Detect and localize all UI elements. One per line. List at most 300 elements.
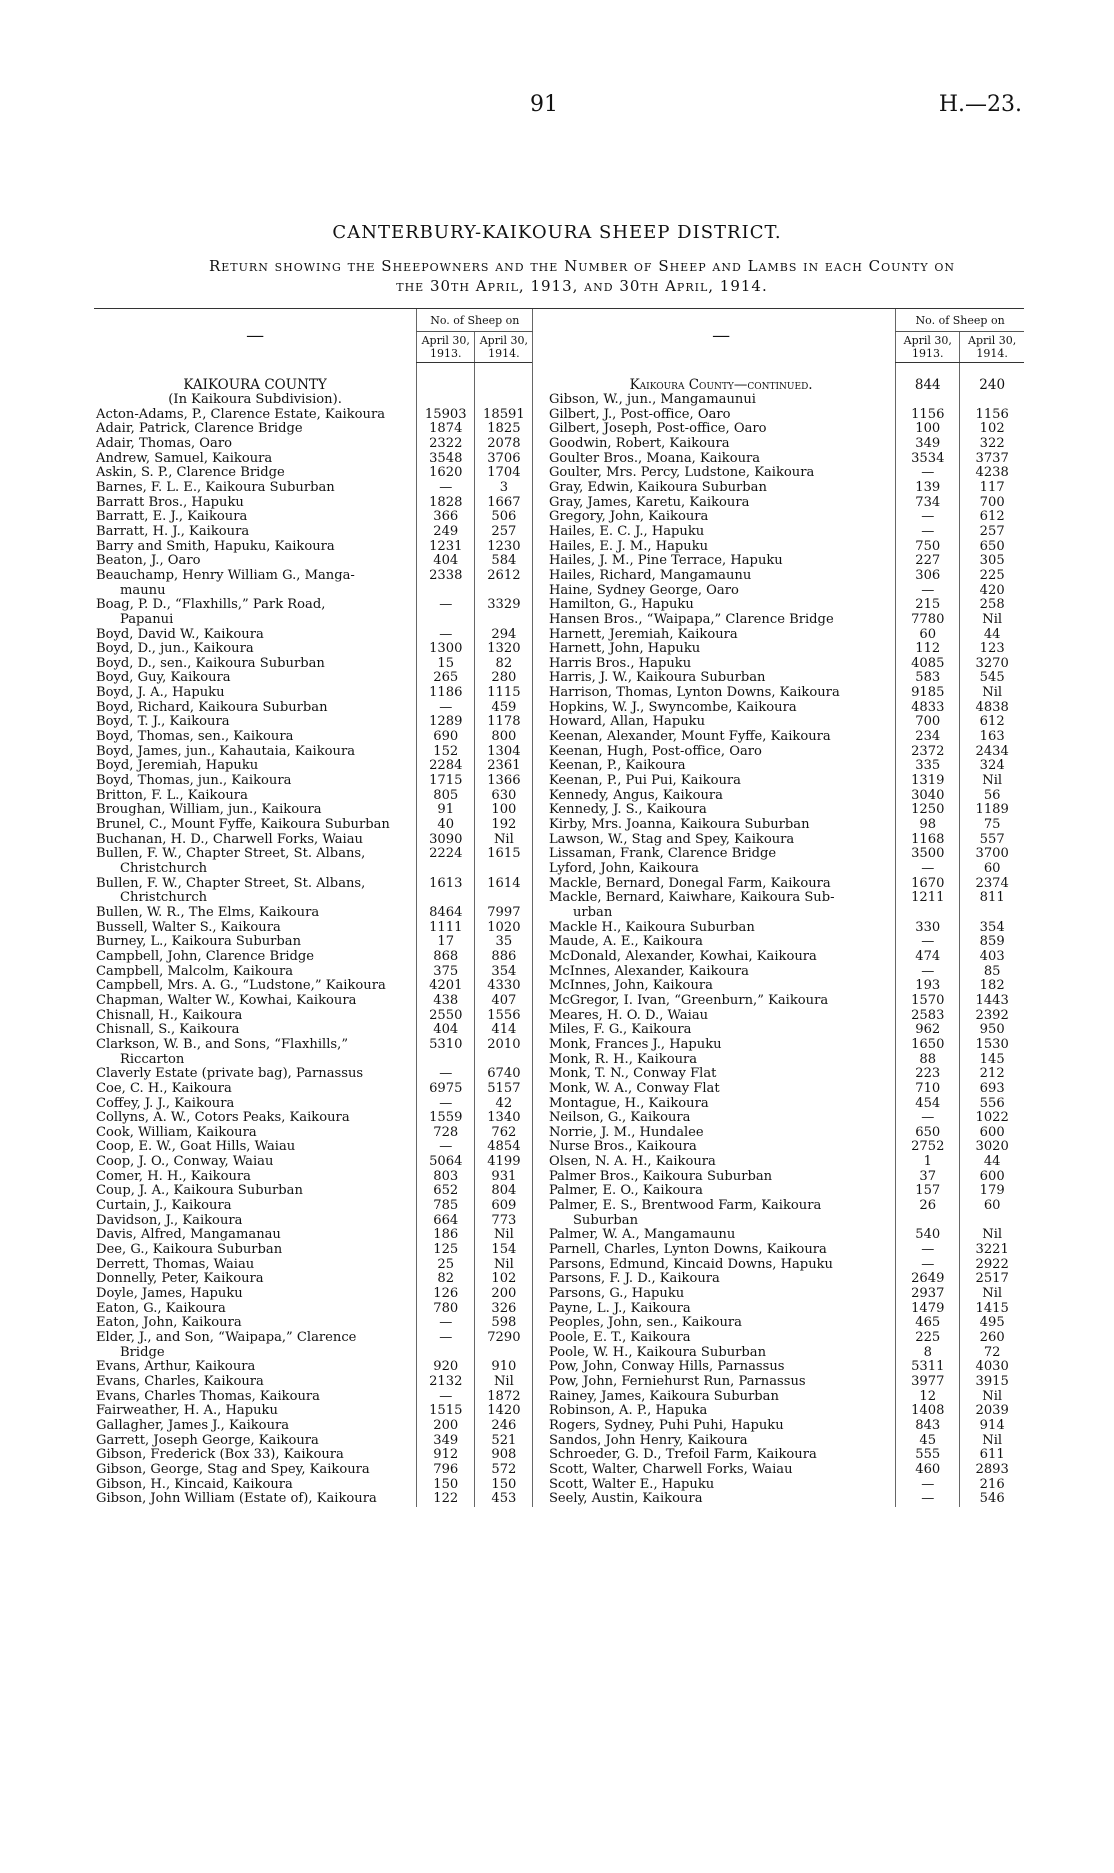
- row-1914-value: 1178: [475, 715, 533, 730]
- row-owner-name: Derrett, Thomas, Waiau: [96, 1257, 255, 1272]
- row-1913-value: —: [417, 481, 475, 496]
- row-owner-name: Papanui: [120, 612, 174, 627]
- row-owner-name: Montague, H., Kaikoura: [548, 1096, 709, 1111]
- sheep-return-table: [94, 308, 1024, 1507]
- row-1914-value: [960, 393, 1024, 408]
- row-owner-name: Davidson, J., Kaikoura: [96, 1213, 243, 1228]
- row-owner-name: Miles, F. G., Kaikoura: [548, 1023, 692, 1038]
- row-owner-name: Boyd, Thomas, sen., Kaikoura: [96, 730, 294, 745]
- row-1913-value: 710: [896, 1082, 960, 1097]
- row-1914-value: 4199: [475, 1155, 533, 1170]
- row-1914-value: 3700: [960, 847, 1024, 862]
- column-divider: [533, 774, 547, 789]
- row-1913-value: 803: [417, 1170, 475, 1185]
- row-1913-value: 1168: [896, 833, 960, 848]
- table-row: [94, 1375, 1024, 1390]
- row-1914-value: 556: [960, 1097, 1024, 1112]
- row-1913-value: 9185: [896, 686, 960, 701]
- row-1914-value: [960, 1214, 1024, 1229]
- table-row: [94, 1067, 1024, 1082]
- row-owner-name: Clarkson, W. B., and Sons, “Flaxhills,”: [96, 1037, 349, 1052]
- row-1914-value: [475, 393, 533, 408]
- row-1913-value: 1570: [896, 994, 960, 1009]
- row-1913-value: 126: [417, 1287, 475, 1302]
- table-row: [94, 1331, 1024, 1346]
- row-1913-value: 40: [417, 818, 475, 833]
- table-row: [94, 759, 1024, 774]
- row-1914-value: 584: [475, 554, 533, 569]
- row-1914-value: 123: [960, 642, 1024, 657]
- row-owner-name: Harris Bros., Hapuku: [548, 656, 692, 671]
- row-1914-value: [475, 1053, 533, 1068]
- row-1914-value: 403: [960, 950, 1024, 965]
- row-owner-name: Garrett, Joseph George, Kaikoura: [96, 1433, 319, 1448]
- row-1914-value: Nil: [960, 686, 1024, 701]
- row-owner-name: Harnett, Jeremiah, Kaikoura: [548, 627, 738, 642]
- table-row: [94, 1082, 1024, 1097]
- row-1913-value: 5310: [417, 1038, 475, 1053]
- col-1914-header-right: April 30, 1914.: [960, 332, 1024, 363]
- col-1913-header-left: April 30, 1913.: [417, 332, 475, 363]
- row-1914-value: 246: [475, 1419, 533, 1434]
- row-1913-value: 193: [896, 979, 960, 994]
- table-row: [94, 745, 1024, 760]
- row-owner-name: Monk, R. H., Kaikoura: [548, 1052, 698, 1067]
- table-row: [94, 1258, 1024, 1273]
- row-owner-name: Boyd, D., jun., Kaikoura: [96, 642, 254, 657]
- row-owner-name: Coup, J. A., Kaikoura Suburban: [96, 1184, 303, 1199]
- row-1913-value: 17: [417, 935, 475, 950]
- row-1913-value: 330: [896, 921, 960, 936]
- row-1914-value: 612: [960, 510, 1024, 525]
- row-1914-value: 1189: [960, 803, 1024, 818]
- row-1913-value: 912: [417, 1448, 475, 1463]
- row-owner-name: Chisnall, S., Kaikoura: [96, 1023, 240, 1038]
- row-owner-name: Keenan, Alexander, Mount Fyffe, Kaikoura: [548, 730, 831, 745]
- table-row: [94, 701, 1024, 716]
- row-1913-value: 25: [417, 1258, 475, 1273]
- row-owner-name: Parsons, Edmund, Kincaid Downs, Hapuku: [548, 1257, 833, 1272]
- row-owner-name: Palmer, W. A., Mangamaunu: [548, 1228, 736, 1243]
- row-1914-value: 546: [960, 1492, 1024, 1507]
- table-row: [94, 466, 1024, 481]
- column-divider: [533, 1360, 547, 1375]
- row-owner-name: Andrew, Samuel, Kaikoura: [96, 451, 273, 466]
- row-owner-name: Bridge: [120, 1345, 165, 1360]
- row-owner-name: Adair, Patrick, Clarence Bridge: [96, 422, 303, 437]
- row-1914-value: Nil: [960, 1434, 1024, 1449]
- row-1913-value: 438: [417, 994, 475, 1009]
- column-divider: [533, 1463, 547, 1478]
- row-1914-value: 326: [475, 1302, 533, 1317]
- row-owner-name: Coffey, J. J., Kaikoura: [96, 1096, 235, 1111]
- row-1914-value: [475, 1346, 533, 1361]
- row-owner-name: Palmer Bros., Kaikoura Suburban: [548, 1169, 773, 1184]
- row-owner-name: Collyns, A. W., Cotors Peaks, Kaikoura: [96, 1111, 350, 1126]
- row-1913-value: 265: [417, 671, 475, 686]
- row-owner-name: Campbell, Mrs. A. G., “Ludstone,” Kaikoura: [96, 979, 386, 994]
- row-owner-name: Coop, E. W., Goat Hills, Waiau: [96, 1140, 296, 1155]
- row-1913-value: 1559: [417, 1111, 475, 1126]
- row-owner-name: Palmer, E. O., Kaikoura: [548, 1184, 703, 1199]
- column-divider: [533, 1126, 547, 1141]
- table-row: [94, 569, 1024, 584]
- table-row: [94, 1287, 1024, 1302]
- row-1913-value: 227: [896, 554, 960, 569]
- row-1914-value: 322: [960, 437, 1024, 452]
- row-1913-value: 4085: [896, 657, 960, 672]
- row-1914-value: 1022: [960, 1111, 1024, 1126]
- row-owner-name: Haine, Sydney George, Oaro: [548, 583, 739, 598]
- column-divider: [533, 1199, 547, 1214]
- row-1914-value: 212: [960, 1067, 1024, 1082]
- column-divider: [533, 1023, 547, 1038]
- row-1914-value: 2922: [960, 1258, 1024, 1273]
- table-row: [94, 481, 1024, 496]
- row-1913-value: 349: [896, 437, 960, 452]
- row-owner-name: Campbell, John, Clarence Bridge: [96, 949, 315, 964]
- row-1913-value: 5311: [896, 1360, 960, 1375]
- column-divider: [533, 1038, 547, 1053]
- row-1913-value: —: [417, 598, 475, 613]
- row-owner-name: Gray, James, Karetu, Kaikoura: [548, 495, 750, 510]
- sheep-count-group-header-right: No. of Sheep on: [896, 309, 1024, 332]
- column-divider: [533, 715, 547, 730]
- column-divider: [533, 309, 547, 363]
- row-owner-name: Keenan, P., Pui Pui, Kaikoura: [548, 774, 741, 789]
- row-1914-value: 1667: [475, 496, 533, 511]
- row-owner-name: Lyford, John, Kaikoura: [548, 862, 699, 876]
- table-row: [94, 422, 1024, 437]
- row-1914-value: 260: [960, 1331, 1024, 1346]
- row-1913-value: 1715: [417, 774, 475, 789]
- row-1914-value: 354: [960, 921, 1024, 936]
- row-1913-value: 690: [417, 730, 475, 745]
- column-divider: [533, 1097, 547, 1112]
- column-divider: [533, 628, 547, 643]
- row-owner-name: Bussell, Walter S., Kaikoura: [96, 920, 281, 935]
- row-owner-name: Harris, J. W., Kaikoura Suburban: [548, 671, 766, 686]
- row-owner-name: Coe, C. H., Kaikoura: [96, 1081, 232, 1096]
- row-1914-value: 3221: [960, 1243, 1024, 1258]
- row-1913-value: 1613: [417, 877, 475, 892]
- row-owner-name: Rainey, James, Kaikoura Suburban: [548, 1389, 779, 1404]
- row-owner-name: Neilson, G., Kaikoura: [548, 1111, 691, 1126]
- table-row: [94, 452, 1024, 467]
- row-1913-value: 215: [896, 598, 960, 613]
- row-1913-value: —: [896, 525, 960, 540]
- row-1913-value: 700: [896, 715, 960, 730]
- row-1914-value: 154: [475, 1243, 533, 1258]
- row-1913-value: [417, 584, 475, 599]
- row-1914-value: Nil: [960, 613, 1024, 628]
- row-1913-value: 1408: [896, 1404, 960, 1419]
- table-row: [94, 1023, 1024, 1038]
- row-1913-value: 2583: [896, 1009, 960, 1024]
- row-owner-name: Gilbert, J., Post-office, Oaro: [548, 407, 731, 422]
- row-owner-name: Burney, L., Kaikoura Suburban: [96, 935, 302, 950]
- section-heading-right-text: Kaikoura County—continued.: [629, 377, 813, 393]
- row-owner-name: Bullen, F. W., Chapter Street, St. Albans,: [96, 847, 366, 862]
- row-owner-name: McGregor, I. Ivan, “Greenburn,” Kaikoura: [548, 993, 829, 1008]
- row-1914-value: 200: [475, 1287, 533, 1302]
- row-1914-value: Nil: [960, 1390, 1024, 1405]
- row-1913-value: —: [896, 1111, 960, 1126]
- row-1914-value: 773: [475, 1214, 533, 1229]
- row-1914-value: 1825: [475, 422, 533, 437]
- row-1913-value: 88: [896, 1053, 960, 1068]
- row-1913-value: 465: [896, 1316, 960, 1331]
- row-owner-name: Lawson, W., Stag and Spey, Kaikoura: [548, 832, 795, 847]
- row-1914-value: 630: [475, 789, 533, 804]
- section-heading-right: [547, 363, 896, 394]
- table-row: [94, 979, 1024, 994]
- column-divider: [533, 437, 547, 452]
- table-row: [94, 921, 1024, 936]
- column-divider: [533, 921, 547, 936]
- row-1913-value: 1650: [896, 1038, 960, 1053]
- row-1913-value: 1156: [896, 408, 960, 423]
- row-1914-value: 2374: [960, 877, 1024, 892]
- row-1914-value: 100: [475, 803, 533, 818]
- table-row: [94, 1184, 1024, 1199]
- row-1913-value: 1515: [417, 1404, 475, 1419]
- row-1914-value: Nil: [960, 1287, 1024, 1302]
- row-1913-value: —: [896, 935, 960, 950]
- owner-column-header-left: —: [94, 309, 417, 363]
- table-row: [94, 1478, 1024, 1493]
- row-1914-value: 1020: [475, 921, 533, 936]
- row-owner-name: Rogers, Sydney, Puhi Puhi, Hapuku: [548, 1418, 784, 1433]
- table-row: [94, 1492, 1024, 1507]
- row-1914-value: 3706: [475, 452, 533, 467]
- row-owner-name: Gibson, John William (Estate of), Kaikoura: [96, 1492, 377, 1507]
- row-1913-value: 98: [896, 818, 960, 833]
- row-1914-value: 611: [960, 1448, 1024, 1463]
- row-1913-value: 8464: [417, 906, 475, 921]
- column-divider: [533, 481, 547, 496]
- table-row: [94, 554, 1024, 569]
- row-1914-value: 1304: [475, 745, 533, 760]
- row-1913-value: 805: [417, 789, 475, 804]
- row-1914-value: 3737: [960, 452, 1024, 467]
- table-row: [94, 525, 1024, 540]
- column-divider: [533, 1082, 547, 1097]
- column-divider: [533, 818, 547, 833]
- row-1914-value: 102: [475, 1272, 533, 1287]
- row-1914-value: 1615: [475, 847, 533, 862]
- row-1913-value: 1620: [417, 466, 475, 481]
- row-owner-name: Barratt, E. J., Kaikoura: [96, 510, 248, 525]
- table-body: [94, 363, 1024, 1507]
- row-1913-value: 6975: [417, 1082, 475, 1097]
- column-divider: [533, 584, 547, 599]
- table-row: [94, 1390, 1024, 1405]
- table-row: [94, 628, 1024, 643]
- row-owner-name: Olsen, N. A. H., Kaikoura: [548, 1155, 716, 1170]
- row-owner-name: Doyle, James, Hapuku: [96, 1287, 243, 1302]
- column-divider: [533, 408, 547, 423]
- row-1914-value: [960, 906, 1024, 921]
- table-row: [94, 1360, 1024, 1375]
- row-owner-name: Gilbert, Joseph, Post-office, Oaro: [548, 422, 767, 437]
- row-1913-value: —: [896, 1492, 960, 1507]
- column-divider: [533, 1331, 547, 1346]
- row-owner-name: Goulter, Mrs. Percy, Ludstone, Kaikoura: [548, 466, 815, 481]
- row-owner-name: Britton, F. L., Kaikoura: [96, 788, 248, 803]
- table-row: [94, 1272, 1024, 1287]
- row-owner-name: Kirby, Mrs. Joanna, Kaikoura Suburban: [548, 818, 810, 833]
- row-owner-name: Davis, Alfred, Mangamanau: [96, 1228, 281, 1243]
- table-row: [94, 1302, 1024, 1317]
- row-1914-value: 225: [960, 569, 1024, 584]
- row-1914-value: 280: [475, 671, 533, 686]
- column-divider: [533, 422, 547, 437]
- row-1914-value: 2392: [960, 1009, 1024, 1024]
- subtitle-line-2: the 30th April, 1913, and 30th April, 1914.: [396, 277, 768, 295]
- row-owner-name: Campbell, Malcolm, Kaikoura: [96, 964, 294, 979]
- column-divider: [533, 1492, 547, 1507]
- row-owner-name: Dee, G., Kaikoura Suburban: [96, 1243, 283, 1258]
- row-1914-value: 4854: [475, 1140, 533, 1155]
- row-owner-name: Chapman, Walter W., Kowhai, Kaikoura: [96, 993, 357, 1008]
- row-owner-name: Seely, Austin, Kaikoura: [548, 1492, 703, 1507]
- row-1914-value: 859: [960, 935, 1024, 950]
- column-divider: [533, 686, 547, 701]
- row-1914-value: 150: [475, 1478, 533, 1493]
- column-divider: [533, 994, 547, 1009]
- row-1914-value: 85: [960, 965, 1024, 980]
- table-row: [94, 1111, 1024, 1126]
- row-1913-value: 26: [896, 1199, 960, 1214]
- row-1913-value: 82: [417, 1272, 475, 1287]
- column-divider: [533, 1375, 547, 1390]
- row-owner-name: Boyd, D., sen., Kaikoura Suburban: [96, 656, 325, 671]
- row-1913-value: 223: [896, 1067, 960, 1082]
- section-heading-left: KAIKOURA COUNTY: [183, 377, 327, 393]
- row-1914-value: 3329: [475, 598, 533, 613]
- row-1914-value: 324: [960, 759, 1024, 774]
- table-row: [94, 847, 1024, 862]
- row-owner-name: Bullen, F. W., Chapter Street, St. Albans,: [96, 876, 366, 891]
- row-owner-name: Mackle, Bernard, Kaiwhare, Kaikoura Sub-: [548, 891, 835, 906]
- row-owner-name: Boyd, Guy, Kaikoura: [96, 671, 231, 686]
- row-1914-value: 3020: [960, 1140, 1024, 1155]
- row-owner-name: Christchurch: [120, 891, 208, 906]
- row-owner-name: Hailes, J. M., Pine Terrace, Hapuku: [548, 554, 783, 569]
- row-1913-value: [896, 393, 960, 408]
- row-1913-value: 306: [896, 569, 960, 584]
- table-row: [94, 1009, 1024, 1024]
- table-row: [94, 1199, 1024, 1214]
- column-divider: [533, 1302, 547, 1317]
- row-owner-name: McInnes, Alexander, Kaikoura: [548, 964, 749, 979]
- row-owner-name: Meares, H. O. D., Waiau: [548, 1008, 709, 1023]
- row-1913-value: 1319: [896, 774, 960, 789]
- row-owner-name: Hailes, E. J. M., Hapuku: [548, 539, 709, 554]
- column-divider: [533, 598, 547, 613]
- row-1914-value: 600: [960, 1170, 1024, 1185]
- row-owner-name: Barratt Bros., Hapuku: [96, 495, 244, 510]
- row-1913-value: —: [896, 1243, 960, 1258]
- row-owner-name: Goodwin, Robert, Kaikoura: [548, 436, 730, 451]
- row-1913-value: 1211: [896, 891, 960, 906]
- row-1914-value: 650: [960, 540, 1024, 555]
- table-row: [94, 715, 1024, 730]
- table-row: [94, 1463, 1024, 1478]
- row-owner-name: Lissaman, Frank, Clarence Bridge: [548, 847, 777, 862]
- table-row: [94, 1419, 1024, 1434]
- row-1913-value: 1479: [896, 1302, 960, 1317]
- row-owner-name: Boyd, Thomas, jun., Kaikoura: [96, 774, 292, 789]
- row-1914-value: 5157: [475, 1082, 533, 1097]
- row-1914-value: 257: [475, 525, 533, 540]
- table-row: [94, 803, 1024, 818]
- row-owner-name: Eaton, John, Kaikoura: [96, 1316, 242, 1331]
- row-1914-value: 910: [475, 1360, 533, 1375]
- column-divider: [533, 1214, 547, 1229]
- row-1913-value: 780: [417, 1302, 475, 1317]
- row-owner-name: Gregory, John, Kaikoura: [548, 510, 709, 525]
- table-row: [94, 598, 1024, 613]
- row-1913-value: [417, 393, 475, 408]
- column-divider: [533, 877, 547, 892]
- row-1914-value: 258: [960, 598, 1024, 613]
- row-1913-value: [417, 862, 475, 877]
- col-1913-header-right: April 30, 1913.: [896, 332, 960, 363]
- row-1913-value: 122: [417, 1492, 475, 1507]
- row-owner-name: Comer, H. H., Kaikoura: [96, 1169, 251, 1184]
- row-owner-name: Hamilton, G., Hapuku: [548, 598, 694, 613]
- row-1914-value: 216: [960, 1478, 1024, 1493]
- row-1913-value: 785: [417, 1199, 475, 1214]
- row-owner-name: Monk, T. N., Conway Flat: [548, 1067, 717, 1082]
- row-owner-name: Gray, Edwin, Kaikoura Suburban: [548, 480, 767, 495]
- row-1914-value: [475, 862, 533, 877]
- column-divider: [533, 1111, 547, 1126]
- row-1913-value: 91: [417, 803, 475, 818]
- row-1914-value: 294: [475, 628, 533, 643]
- row-1913-value: 3040: [896, 789, 960, 804]
- row-owner-name: Acton-Adams, P., Clarence Estate, Kaikoura: [96, 407, 386, 422]
- row-1913-value: 843: [896, 1419, 960, 1434]
- row-owner-name: Goulter Bros., Moana, Kaikoura: [548, 451, 761, 466]
- owner-column-header-right: —: [547, 309, 896, 363]
- column-divider: [533, 613, 547, 628]
- table-row: [94, 1243, 1024, 1258]
- table-row: [94, 1053, 1024, 1068]
- row-1914-value: Nil: [960, 774, 1024, 789]
- row-owner-name: Scott, Walter E., Hapuku: [548, 1477, 715, 1492]
- row-1913-value: 474: [896, 950, 960, 965]
- row-1914-value: 414: [475, 1023, 533, 1038]
- row-1914-value: 2517: [960, 1272, 1024, 1287]
- row-owner-name: Barnes, F. L. E., Kaikoura Suburban: [96, 480, 335, 495]
- row-owner-name: Nurse Bros., Kaikoura: [548, 1140, 697, 1155]
- row-owner-name: Hailes, E. C. J., Hapuku: [548, 524, 705, 539]
- row-1914-value: 557: [960, 833, 1024, 848]
- row-1913-value: —: [417, 1390, 475, 1405]
- table-row: [94, 657, 1024, 672]
- row-1914-value: 700: [960, 496, 1024, 511]
- row-1913-value: 1874: [417, 422, 475, 437]
- row-1913-value: 234: [896, 730, 960, 745]
- row-1913-value: —: [417, 1316, 475, 1331]
- row-1913-value: 3090: [417, 833, 475, 848]
- column-divider: [533, 862, 547, 877]
- row-1913-value: 540: [896, 1228, 960, 1243]
- row-owner-name: Robinson, A. P., Hapuka: [548, 1404, 708, 1419]
